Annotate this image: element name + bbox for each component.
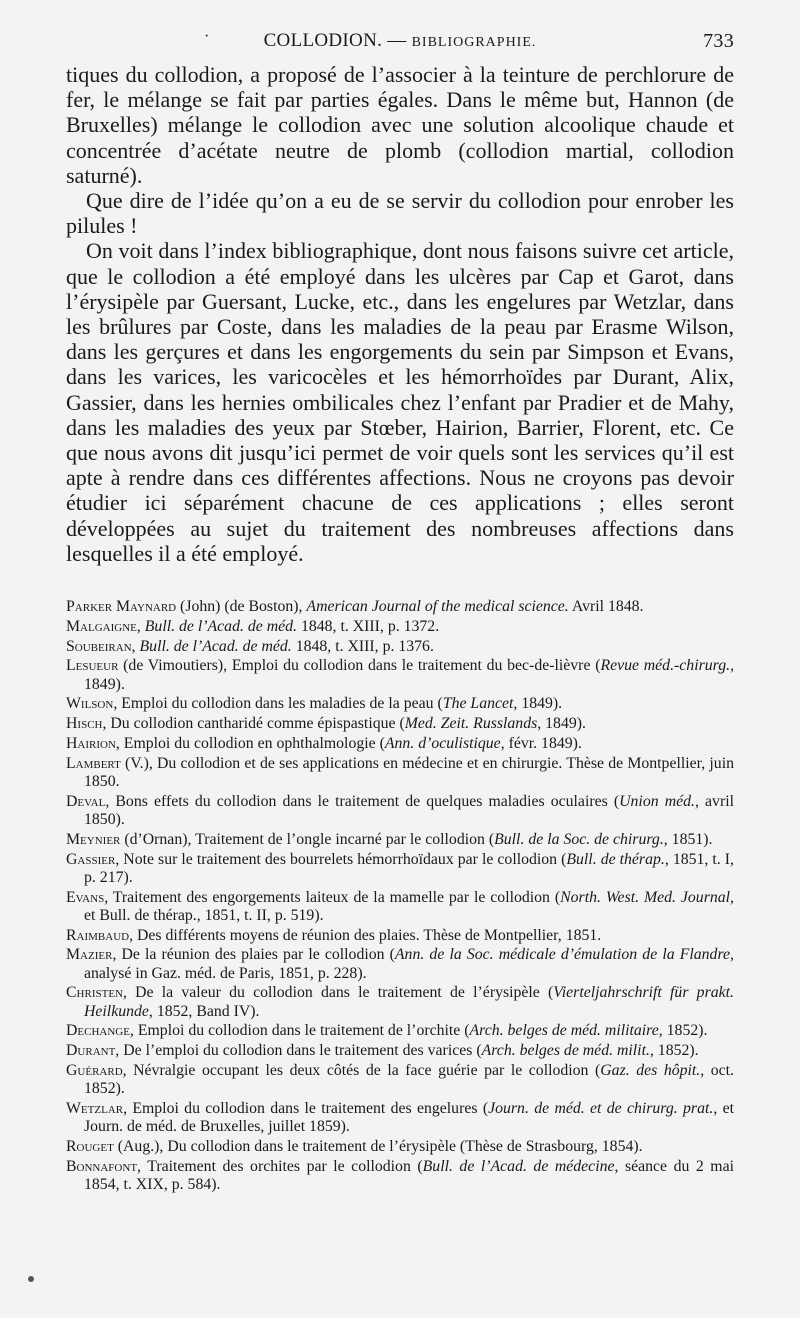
entry-text: (John) (de Boston),	[176, 598, 307, 616]
entry-text: , Emploi du collodion dans le traitement de l’orchite (	[129, 1022, 470, 1040]
entry-source: American Journal of the medical science.	[306, 598, 569, 616]
entry-source: Vierteljahrschrift für prakt. Heilkunde	[84, 984, 734, 1020]
entry-text: , De la valeur du collodion dans le traitement de l’érysipèle (	[122, 984, 554, 1002]
entry-source: Bull. de l’Acad. de médecine	[422, 1157, 615, 1175]
entry-details: , 1849).	[537, 715, 586, 733]
bibliography-entry	[66, 735, 734, 753]
entry-source: Ann. de la Soc. médicale d’émulation de la Flandre	[394, 946, 731, 964]
entry-author: Parker Maynard	[66, 598, 177, 616]
entry-source: North. West. Med. Journal	[560, 888, 731, 906]
bibliography	[66, 598, 734, 1194]
entry-details: , 1849).	[84, 657, 735, 693]
entry-text: , Emploi du collodion dans les maladies de la peau (	[113, 695, 443, 713]
entry-text: , Bons effets du collodion dans le traitement de quelques maladies oculaires (	[105, 792, 620, 810]
paper-speck	[28, 1276, 34, 1282]
paragraph: tiques du collodion, a proposé de l’associer à la teinture de perchlorure de fer, le mélange se fait par parties égales. Dans le même but, Hannon (de Bruxelles) mélange le collodion avec une solution alcoolique chaude et concentrée d’acétate neutre de plomb (collodion martial, collodion saturné).	[66, 62, 734, 188]
entry-details: , 1852, Band IV).	[148, 1002, 260, 1020]
bibliography-entry	[66, 1062, 734, 1098]
bibliography-entry	[66, 638, 734, 656]
entry-source: The Lancet	[442, 695, 514, 713]
entry-author: Lambert	[66, 754, 121, 772]
bibliography-entry	[66, 715, 734, 733]
bibliography-entry	[66, 984, 734, 1020]
entry-details: , 1851, t. I, p. 217).	[84, 850, 735, 886]
page	[66, 26, 734, 1196]
entry-text: , Emploi du collodion dans le traitement des engelures (	[123, 1100, 489, 1118]
entry-details: , 1852).	[658, 1022, 708, 1040]
entry-text: , De l’emploi du collodion dans le traitement des varices (	[115, 1042, 482, 1060]
entry-source: Revue méd.-chirurg.	[600, 657, 731, 675]
entry-details: , 1849).	[513, 695, 563, 713]
entry-text: , Traitement des engorgements laiteux de la mamelle par le collodion (	[104, 888, 561, 906]
entry-source: Ann. d’oculistique	[384, 735, 501, 753]
bibliography-entry	[66, 1042, 734, 1060]
entry-text: , Névralgie occupant les deux côtés de la face guérie par le collodion (	[122, 1062, 601, 1080]
entry-text: ,	[131, 637, 140, 655]
entry-text: , De la réunion des plaies par le collodion (	[112, 946, 395, 964]
header-dot: ·	[204, 28, 210, 45]
entry-text: (Aug.), Du collodion dans le traitement de l’érysipèle (Thèse de Strasbourg, 1854).	[113, 1138, 643, 1156]
entry-source: Union méd.	[619, 792, 695, 810]
entry-details: , 1852).	[649, 1042, 699, 1060]
entry-text: (V.), Du collodion et de ses applications en médecine et en chirurgie. Thèse de Montpellier, juin 1850.	[84, 754, 734, 791]
entry-author: Christen	[66, 984, 123, 1002]
entry-author: Guérard	[66, 1062, 123, 1080]
entry-source: Arch. belges de méd. militaire	[469, 1022, 659, 1040]
running-title	[66, 30, 734, 52]
body-text	[66, 62, 734, 566]
paragraph: On voit dans l’index bibliographique, dont nous faisons suivre cet article, que le collodion a été employé dans les ulcères par Cap et Garot, dans l’érysipèle par Guersant, Lucke, etc., dans les engelures par Wetzlar, dans les brûlures par Coste, dans les maladies de la peau par Erasme Wilson, dans les gerçures et dans les engorgements du sein par Simpson et Evans, dans les varices, les varicocèles et les hémorrhoïdes par Durant, Alix, Gassier, dans les hernies ombilicales chez l’enfant par Pradier et de Mahy, dans les maladies des yeux par Stœber, Hairion, Barrier, Florent, etc. Ce que nous avons dit jusqu’ici permet de voir quels sont les services qu’il est apte à rendre dans ces différentes affections. Nous ne croyons pas devoir étudier ici séparément chacune de ces applications ; elles seront développées au sujet du traitement des nombreuses affections dans lesquelles il a été employé.	[66, 238, 734, 566]
entry-author: Wetzlar	[66, 1100, 124, 1118]
entry-details: 1848, t. XIII, p. 1376.	[291, 637, 434, 655]
entry-author: Malgaigne	[66, 617, 137, 635]
entry-author: Dechange	[66, 1022, 130, 1040]
entry-details: , oct. 1852).	[84, 1062, 734, 1098]
running-title-section: BIBLIOGRAPHIE.	[411, 35, 537, 50]
paragraph: Que dire de l’idée qu’on a eu de se servir du collodion pour enrober les pilules !	[66, 188, 734, 239]
entry-details: , analysé in Gaz. méd. de Paris, 1851, p. 228).	[84, 946, 734, 982]
entry-author: Deval	[66, 792, 106, 810]
bibliography-entry	[66, 1158, 734, 1194]
bibliography-entry	[66, 793, 734, 829]
entry-details: , févr. 1849).	[500, 735, 582, 753]
entry-text: ,	[136, 617, 145, 635]
entry-author: Durant	[66, 1042, 116, 1060]
entry-text: (d’Ornan), Traitement de l’ongle incarné par le collodion (	[120, 830, 495, 848]
entry-author: Lesueur	[66, 657, 119, 675]
entry-details: , séance du 2 mai 1854, t. XIX, p. 584).	[84, 1157, 734, 1194]
entry-source: Journ. de méd. et de chirurg. prat.	[488, 1100, 714, 1118]
entry-details: , 1851).	[663, 830, 713, 848]
bibliography-entry	[66, 851, 734, 887]
entry-source: Gaz. des hôpit.	[600, 1062, 701, 1080]
entry-details: 1848, t. XIII, p. 1372.	[297, 617, 440, 635]
entry-source: Arch. belges de méd. milit.	[481, 1042, 650, 1060]
entry-author: Hairion	[66, 735, 116, 753]
entry-text: , Note sur le traitement des bourrelets hémorrhoïdaux par le collodion (	[115, 850, 567, 868]
bibliography-entry	[66, 598, 734, 616]
entry-author: Meynier	[66, 830, 121, 848]
entry-author: Wilson	[66, 695, 114, 713]
entry-source: Bull. de l’Acad. de méd.	[144, 617, 297, 635]
bibliography-entry	[66, 889, 734, 925]
entry-source: Med. Zeit. Russlands	[404, 715, 538, 733]
bibliography-entry	[66, 695, 734, 713]
entry-text: , Traitement des orchites par le collodion (	[137, 1157, 423, 1175]
bibliography-entry	[66, 831, 734, 849]
entry-text: (de Vimoutiers), Emploi du collodion dans le traitement du bec-de-lièvre (	[118, 657, 601, 675]
entry-details: , et Bull. de thérap., 1851, t. II, p. 519).	[84, 888, 734, 924]
entry-author: Mazier	[66, 946, 113, 964]
running-header	[66, 26, 734, 62]
entry-author: Gassier	[66, 850, 116, 868]
bibliography-entry	[66, 657, 734, 693]
entry-details: Avril 1848.	[568, 598, 644, 616]
bibliography-entry	[66, 1138, 734, 1156]
entry-text: , Emploi du collodion en ophthalmologie (	[115, 735, 385, 753]
entry-details: , avril 1850).	[84, 792, 734, 829]
entry-author: Hisch	[66, 715, 103, 733]
entry-source: Bull. de la Soc. de chirurg.	[494, 830, 664, 848]
entry-author: Raimbaud	[66, 926, 130, 944]
page-number: 733	[703, 30, 734, 52]
entry-author: Bonnafont	[66, 1157, 138, 1175]
bibliography-entry	[66, 755, 734, 791]
entry-details: , et Journ. de méd. de Bruxelles, juillet 1859).	[84, 1100, 734, 1136]
entry-text: , Du collodion cantharidé comme épispastique (	[102, 715, 405, 733]
bibliography-entry	[66, 927, 734, 945]
running-title-main: COLLODION. —	[263, 30, 407, 51]
entry-author: Evans	[66, 888, 105, 906]
entry-text: , Des différents moyens de réunion des plaies. Thèse de Montpellier, 1851.	[129, 926, 602, 944]
bibliography-entry	[66, 618, 734, 636]
entry-source: Bull. de thérap.	[566, 850, 665, 868]
entry-source: Bull. de l’Acad. de méd.	[139, 637, 292, 655]
entry-author: Soubeiran	[66, 637, 132, 655]
bibliography-entry	[66, 1022, 734, 1040]
bibliography-entry	[66, 946, 734, 982]
entry-author: Rouget	[66, 1138, 114, 1156]
bibliography-entry	[66, 1100, 734, 1136]
